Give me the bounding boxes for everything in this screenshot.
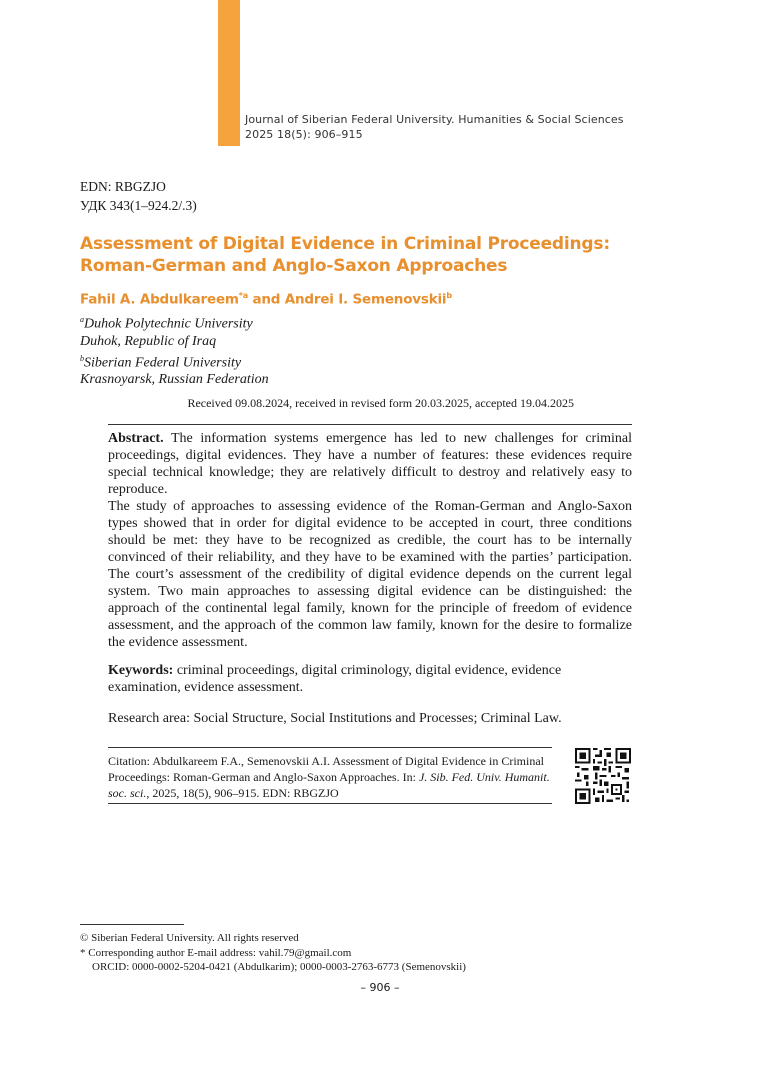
footnotes xyxy=(80,931,466,975)
affiliation-a-sup: a xyxy=(80,315,84,324)
abstract-label: Abstract. xyxy=(108,431,164,446)
abstract xyxy=(108,430,632,651)
authors xyxy=(80,291,452,308)
page-number: – 906 – xyxy=(360,981,400,994)
journal-issue: 2025 18(5): 906–915 xyxy=(245,128,363,141)
affiliations xyxy=(80,311,269,388)
orcid-note: ORCID: 0000-0002-5204-0421 (Abdulkarim); 0000-0003-2763-6773 (Semenovskii) xyxy=(92,961,466,973)
citation-journal: J. Sib. Fed. Univ. Humanit. soc. sci. xyxy=(108,770,550,800)
abstract-text-1: The information systems emergence has led to new challenges for criminal proceedings, digital evidences. They have a number of features: these evidences require special technical knowledge; they are relatively difficult to destroy and relatively easy to reproduce. xyxy=(108,431,632,497)
author-2: Andrei I. Semenovskii xyxy=(284,291,447,308)
author-1-sup: *a xyxy=(238,291,248,300)
document-ids xyxy=(80,177,197,215)
abstract-top-rule xyxy=(108,424,632,425)
qr-code-icon[interactable] xyxy=(575,748,631,804)
citation-top-rule xyxy=(108,747,552,748)
corresponding-author-note: * Corresponding author E-mail address: vahil.79@gmail.com xyxy=(80,946,352,959)
affiliation-b xyxy=(80,350,269,372)
citation xyxy=(108,753,558,801)
citation-tail: , 2025, 18(5), 906–915. EDN: RBGZJO xyxy=(146,786,339,800)
keywords-text: criminal proceedings, digital criminology, digital evidence, evidence examination, evidence assessment. xyxy=(108,663,562,695)
affiliation-a-place: Duhok, Republic of Iraq xyxy=(80,333,217,349)
copyright-note: © Siberian Federal University. All rights reserved xyxy=(80,932,299,944)
citation-text: Citation: Abdulkareem F.A., Semenovskii A.I. Assessment of Digital Evidence in Criminal Proceedings: Roman-German and Anglo-Saxon Approaches. In: xyxy=(108,754,544,784)
received-dates: Received 09.08.2024, received in revised form 20.03.2025, accepted 19.04.2025 xyxy=(187,396,574,410)
abstract-paragraph-1 xyxy=(108,430,632,498)
affiliation-b-place: Krasnoyarsk, Russian Federation xyxy=(80,372,269,388)
abstract-paragraph-2: The study of approaches to assessing evidence of the Roman-German and Anglo-Saxon types showed that in order for digital evidence to be accepted in court, three conditions should be met: they have to be recognized as credible, the court has to be internally convinced of their reliability, and they have to be examined with the parties’ participation. The court’s assessment of the credibility of digital evidence depends on the current legal system. Two main approaches to assessing digital evidence can be distinguished: the approach of the continental legal family, known for the principle of freedom of evidence assessment, and the approach of the common law family, known for the desire to formalize the evidence assessment. xyxy=(108,499,632,650)
affiliation-a xyxy=(80,311,269,333)
article-title xyxy=(80,233,680,277)
affiliation-b-name: Siberian Federal University xyxy=(84,355,242,371)
udk-code: УДК 343(1–924.2/.3) xyxy=(80,198,197,213)
header-accent-bar xyxy=(218,0,240,146)
edn-code: EDN: RBGZJO xyxy=(80,179,166,194)
journal-name: Journal of Siberian Federal University. Humanities & Social Sciences xyxy=(245,113,624,126)
affiliation-b-sup: b xyxy=(80,353,84,363)
research-area: Research area: Social Structure, Social Institutions and Processes; Criminal Law. xyxy=(108,711,562,726)
affiliation-a-name: Duhok Polytechnic University xyxy=(84,316,253,332)
author-2-sup: b xyxy=(446,291,452,300)
journal-header xyxy=(245,112,624,142)
keywords xyxy=(108,662,632,696)
title-line-1: Assessment of Digital Evidence in Criminal Proceedings: xyxy=(80,234,610,254)
keywords-label: Keywords: xyxy=(108,663,174,678)
citation-bottom-rule xyxy=(108,803,552,804)
footnote-rule xyxy=(80,924,184,925)
author-and: and xyxy=(247,291,285,308)
title-line-2: Roman-German and Anglo-Saxon Approaches xyxy=(80,256,508,276)
author-1: Fahil A. Abdulkareem xyxy=(80,291,239,308)
